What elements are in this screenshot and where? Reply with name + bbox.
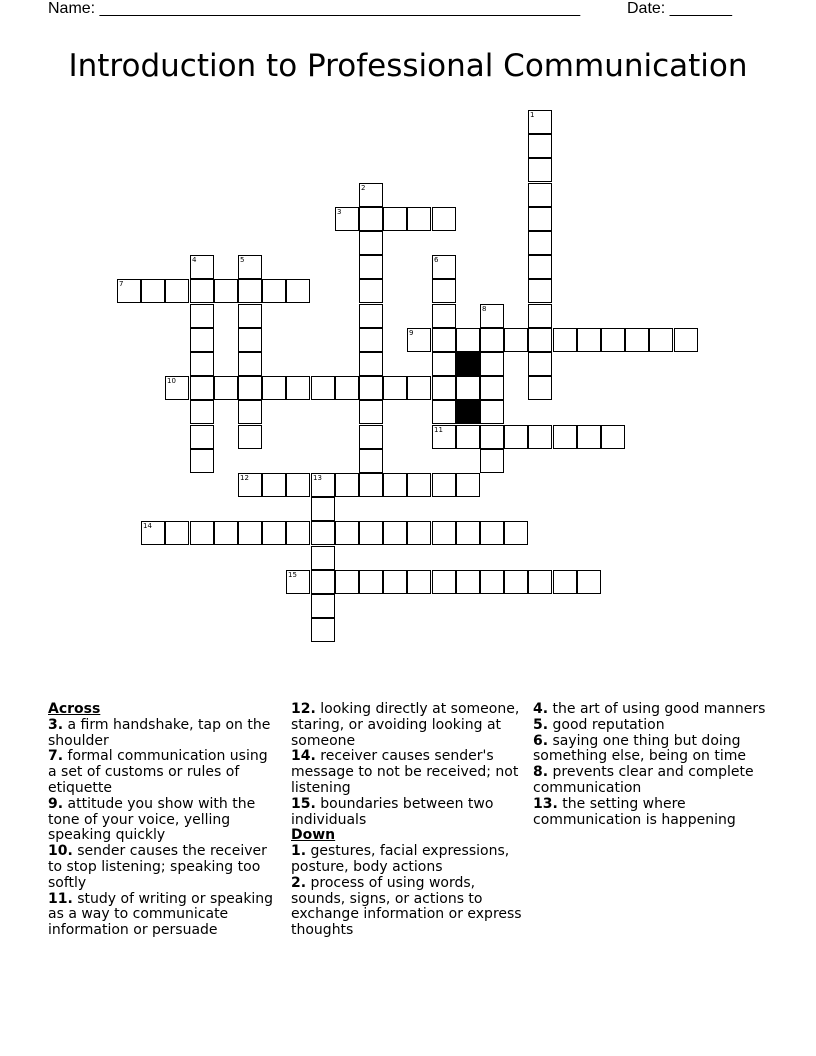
crossword-cell[interactable] (432, 279, 456, 303)
crossword-cell[interactable] (359, 521, 383, 545)
crossword-cell[interactable] (432, 207, 456, 231)
crossword-cell[interactable] (528, 328, 552, 352)
crossword-cell[interactable] (528, 231, 552, 255)
date-field-line[interactable]: Date: _______ (627, 0, 732, 17)
crossword-cell[interactable] (601, 425, 625, 449)
crossword-cell[interactable] (383, 521, 407, 545)
crossword-cell[interactable] (190, 304, 214, 328)
across-clue (48, 844, 280, 891)
name-field-line[interactable]: Name: ______________________________________________________ (48, 0, 581, 17)
clue-text: saying one thing but doing something else, being on time (533, 732, 747, 765)
crossword-cell[interactable] (480, 570, 504, 594)
crossword-cell[interactable] (359, 449, 383, 473)
crossword-cell[interactable] (359, 400, 383, 424)
crossword-cell[interactable] (117, 279, 141, 303)
clue-number-label: 15 (288, 571, 297, 579)
crossword-cell[interactable] (214, 279, 238, 303)
crossword-cell[interactable] (432, 570, 456, 594)
clue-number: 7. (48, 748, 64, 765)
crossword-cell[interactable] (407, 328, 431, 352)
crossword-cell[interactable] (238, 473, 262, 497)
down-clue (291, 844, 527, 876)
crossword-cell[interactable] (432, 473, 456, 497)
crossword-cell[interactable] (311, 497, 335, 521)
crossword-cell[interactable] (577, 328, 601, 352)
crossword-cell[interactable] (625, 328, 649, 352)
crossword-cell[interactable] (141, 279, 165, 303)
crossword-cell[interactable] (528, 134, 552, 158)
crossword-cell[interactable] (456, 473, 480, 497)
crossword-cell[interactable] (480, 400, 504, 424)
crossword-cell[interactable] (190, 328, 214, 352)
clue-number: 5. (533, 716, 549, 733)
clue-number: 10. (48, 843, 73, 860)
across-clue (48, 718, 280, 750)
crossword-cell[interactable] (214, 521, 238, 545)
crossword-cell[interactable] (190, 352, 214, 376)
crossword-cell[interactable] (359, 183, 383, 207)
crossword-cell[interactable] (407, 207, 431, 231)
down-clue (533, 765, 769, 797)
crossword-cell[interactable] (528, 110, 552, 134)
clue-number-label: 14 (143, 522, 152, 530)
crossword-cell[interactable] (432, 376, 456, 400)
clue-text: process of using words, sounds, signs, or actions to exchange information or express thoughts (291, 874, 522, 939)
clue-number-label: 6 (434, 256, 439, 264)
clue-text: boundaries between two individuals (291, 795, 494, 828)
down-clue (533, 797, 769, 829)
crossword-cell[interactable] (286, 376, 310, 400)
crossword-cell[interactable] (383, 570, 407, 594)
crossword-cell[interactable] (165, 376, 189, 400)
crossword-cell[interactable] (190, 279, 214, 303)
across-heading: Across (48, 701, 101, 717)
clue-number: 12. (291, 701, 316, 717)
crossword-cell[interactable] (262, 279, 286, 303)
crossword-cell[interactable] (432, 352, 456, 376)
clue-number: 15. (291, 795, 316, 812)
crossword-cell[interactable] (311, 376, 335, 400)
crossword-cell[interactable] (577, 570, 601, 594)
blocked-cell (456, 400, 480, 424)
clue-number-label: 7 (119, 280, 124, 288)
clue-text: a firm handshake, tap on the shoulder (48, 716, 271, 749)
crossword-cell[interactable] (190, 449, 214, 473)
crossword-cell[interactable] (383, 473, 407, 497)
crossword-cell[interactable] (480, 521, 504, 545)
clue-number: 9. (48, 795, 64, 812)
crossword-cell[interactable] (504, 521, 528, 545)
crossword-cell[interactable] (359, 207, 383, 231)
crossword-cell[interactable] (359, 231, 383, 255)
crossword-cell[interactable] (311, 618, 335, 642)
crossword-cell[interactable] (456, 328, 480, 352)
crossword-cell[interactable] (553, 328, 577, 352)
crossword-cell[interactable] (480, 328, 504, 352)
crossword-cell[interactable] (165, 279, 189, 303)
crossword-cell[interactable] (190, 400, 214, 424)
clue-number-label: 13 (313, 474, 322, 482)
crossword-cell[interactable] (407, 473, 431, 497)
blocked-cell (456, 352, 480, 376)
crossword-cell[interactable] (311, 473, 335, 497)
crossword-cell[interactable] (311, 570, 335, 594)
clue-number: 3. (48, 716, 64, 733)
clue-number: 2. (291, 874, 307, 891)
crossword-cell[interactable] (432, 255, 456, 279)
crossword-cell[interactable] (238, 376, 262, 400)
crossword-cell[interactable] (528, 570, 552, 594)
down-heading: Down (291, 827, 336, 844)
crossword-cell[interactable] (456, 376, 480, 400)
crossword-cell[interactable] (238, 328, 262, 352)
crossword-cell[interactable] (528, 376, 552, 400)
crossword-cell[interactable] (335, 570, 359, 594)
crossword-cell[interactable] (504, 570, 528, 594)
crossword-cell[interactable] (407, 376, 431, 400)
clue-number-label: 3 (337, 208, 342, 216)
crossword-cell[interactable] (528, 158, 552, 182)
across-clue (291, 749, 527, 796)
crossword-cell[interactable] (359, 425, 383, 449)
crossword-cell[interactable] (359, 255, 383, 279)
clue-number: 6. (533, 732, 549, 749)
crossword-cell[interactable] (141, 521, 165, 545)
crossword-cell[interactable] (601, 328, 625, 352)
crossword-cell[interactable] (238, 279, 262, 303)
crossword-cell[interactable] (528, 279, 552, 303)
clue-text: formal communication using a set of customs or rules of etiquette (48, 748, 268, 796)
crossword-cell[interactable] (553, 425, 577, 449)
crossword-cell[interactable] (335, 521, 359, 545)
down-clue (291, 876, 527, 939)
crossword-cell[interactable] (286, 279, 310, 303)
crossword-cell[interactable] (286, 570, 310, 594)
crossword-cell[interactable] (480, 376, 504, 400)
clue-text: the art of using good manners (548, 701, 766, 717)
crossword-cell[interactable] (262, 521, 286, 545)
crossword-cell[interactable] (432, 521, 456, 545)
clue-number-label: 4 (192, 256, 197, 264)
crossword-cell[interactable] (504, 328, 528, 352)
clue-number-label: 9 (409, 329, 414, 337)
crossword-cell[interactable] (311, 546, 335, 570)
clue-text: good reputation (548, 716, 665, 733)
crossword-cell[interactable] (359, 279, 383, 303)
clue-text: prevents clear and complete communication (533, 764, 754, 796)
crossword-cell[interactable] (359, 352, 383, 376)
crossword-cell[interactable] (262, 376, 286, 400)
crossword-cell[interactable] (262, 473, 286, 497)
crossword-cell[interactable] (335, 207, 359, 231)
crossword-cell[interactable] (528, 352, 552, 376)
crossword-cell[interactable] (407, 570, 431, 594)
crossword-cell[interactable] (238, 352, 262, 376)
crossword-cell[interactable] (311, 521, 335, 545)
clues-column-1 (48, 702, 280, 939)
across-clue (291, 797, 527, 829)
clue-number: 13. (533, 795, 558, 812)
crossword-cell[interactable] (190, 255, 214, 279)
crossword-cell[interactable] (238, 255, 262, 279)
crossword-cell[interactable] (359, 570, 383, 594)
clue-text: receiver causes sender's message to not be received; not listening (291, 748, 519, 796)
crossword-cell[interactable] (238, 521, 262, 545)
crossword-cell[interactable] (190, 376, 214, 400)
crossword-cell[interactable] (480, 352, 504, 376)
crossword-cell[interactable] (286, 473, 310, 497)
clue-number: 11. (48, 890, 73, 907)
crossword-cell[interactable] (577, 425, 601, 449)
crossword-cell[interactable] (335, 376, 359, 400)
crossword-cell[interactable] (528, 207, 552, 231)
clue-number-label: 2 (361, 184, 366, 192)
crossword-cell[interactable] (190, 521, 214, 545)
across-clue (48, 749, 280, 796)
crossword-cell[interactable] (456, 570, 480, 594)
crossword-cell[interactable] (456, 521, 480, 545)
across-clue (48, 797, 280, 844)
clue-number: 1. (291, 843, 307, 860)
clue-number-label: 1 (530, 111, 535, 119)
clue-number: 14. (291, 748, 316, 765)
crossword-cell[interactable] (238, 304, 262, 328)
page-title: Introduction to Professional Communication (68, 48, 748, 84)
crossword-cell[interactable] (480, 304, 504, 328)
crossword-cell[interactable] (190, 425, 214, 449)
crossword-cell[interactable] (214, 376, 238, 400)
crossword-cell[interactable] (528, 255, 552, 279)
clues-column-2 (291, 702, 527, 939)
crossword-cell[interactable] (456, 425, 480, 449)
crossword-cell[interactable] (432, 400, 456, 424)
crossword-cell[interactable] (528, 425, 552, 449)
down-clue (533, 718, 769, 734)
crossword-cell[interactable] (238, 425, 262, 449)
clue-number: 8. (533, 764, 549, 781)
clue-number-label: 8 (482, 305, 487, 313)
clue-text: sender causes the receiver to stop listening; speaking too softly (48, 843, 267, 891)
clues-column-3 (533, 702, 769, 828)
crossword-cell[interactable] (553, 570, 577, 594)
crossword-cell[interactable] (432, 328, 456, 352)
clue-number-label: 11 (434, 426, 443, 434)
clue-text: looking directly at someone, staring, or avoiding looking at someone (291, 701, 520, 749)
crossword-cell[interactable] (359, 328, 383, 352)
clue-text: attitude you show with the tone of your voice, yelling speaking quickly (48, 795, 256, 844)
crossword-cell[interactable] (286, 521, 310, 545)
crossword-cell[interactable] (238, 400, 262, 424)
across-clue (291, 702, 527, 749)
crossword-cell[interactable] (432, 425, 456, 449)
crossword-cell[interactable] (674, 328, 698, 352)
down-clue (533, 702, 769, 718)
crossword-cell[interactable] (311, 594, 335, 618)
clue-text: gestures, facial expressions, posture, body actions (291, 843, 510, 875)
crossword-cell[interactable] (528, 304, 552, 328)
clue-number-label: 5 (240, 256, 245, 264)
crossword-cell[interactable] (432, 304, 456, 328)
crossword-cell[interactable] (480, 449, 504, 473)
crossword-cell[interactable] (165, 521, 189, 545)
crossword-cell[interactable] (528, 183, 552, 207)
clue-number-label: 12 (240, 474, 249, 482)
crossword-cell[interactable] (359, 376, 383, 400)
across-clue (48, 892, 280, 939)
crossword-cell[interactable] (335, 473, 359, 497)
clue-number-label: 10 (167, 377, 176, 385)
clue-text: the setting where communication is happening (533, 795, 736, 828)
crossword-cell[interactable] (359, 304, 383, 328)
crossword-cell[interactable] (383, 207, 407, 231)
clue-text: study of writing or speaking as a way to communicate information or persuade (48, 890, 274, 939)
crossword-cell[interactable] (480, 425, 504, 449)
crossword-cell[interactable] (407, 521, 431, 545)
crossword-cell[interactable] (649, 328, 673, 352)
crossword-cell[interactable] (504, 425, 528, 449)
down-clue (533, 734, 769, 766)
crossword-cell[interactable] (359, 473, 383, 497)
clue-number: 4. (533, 701, 549, 717)
crossword-cell[interactable] (383, 376, 407, 400)
